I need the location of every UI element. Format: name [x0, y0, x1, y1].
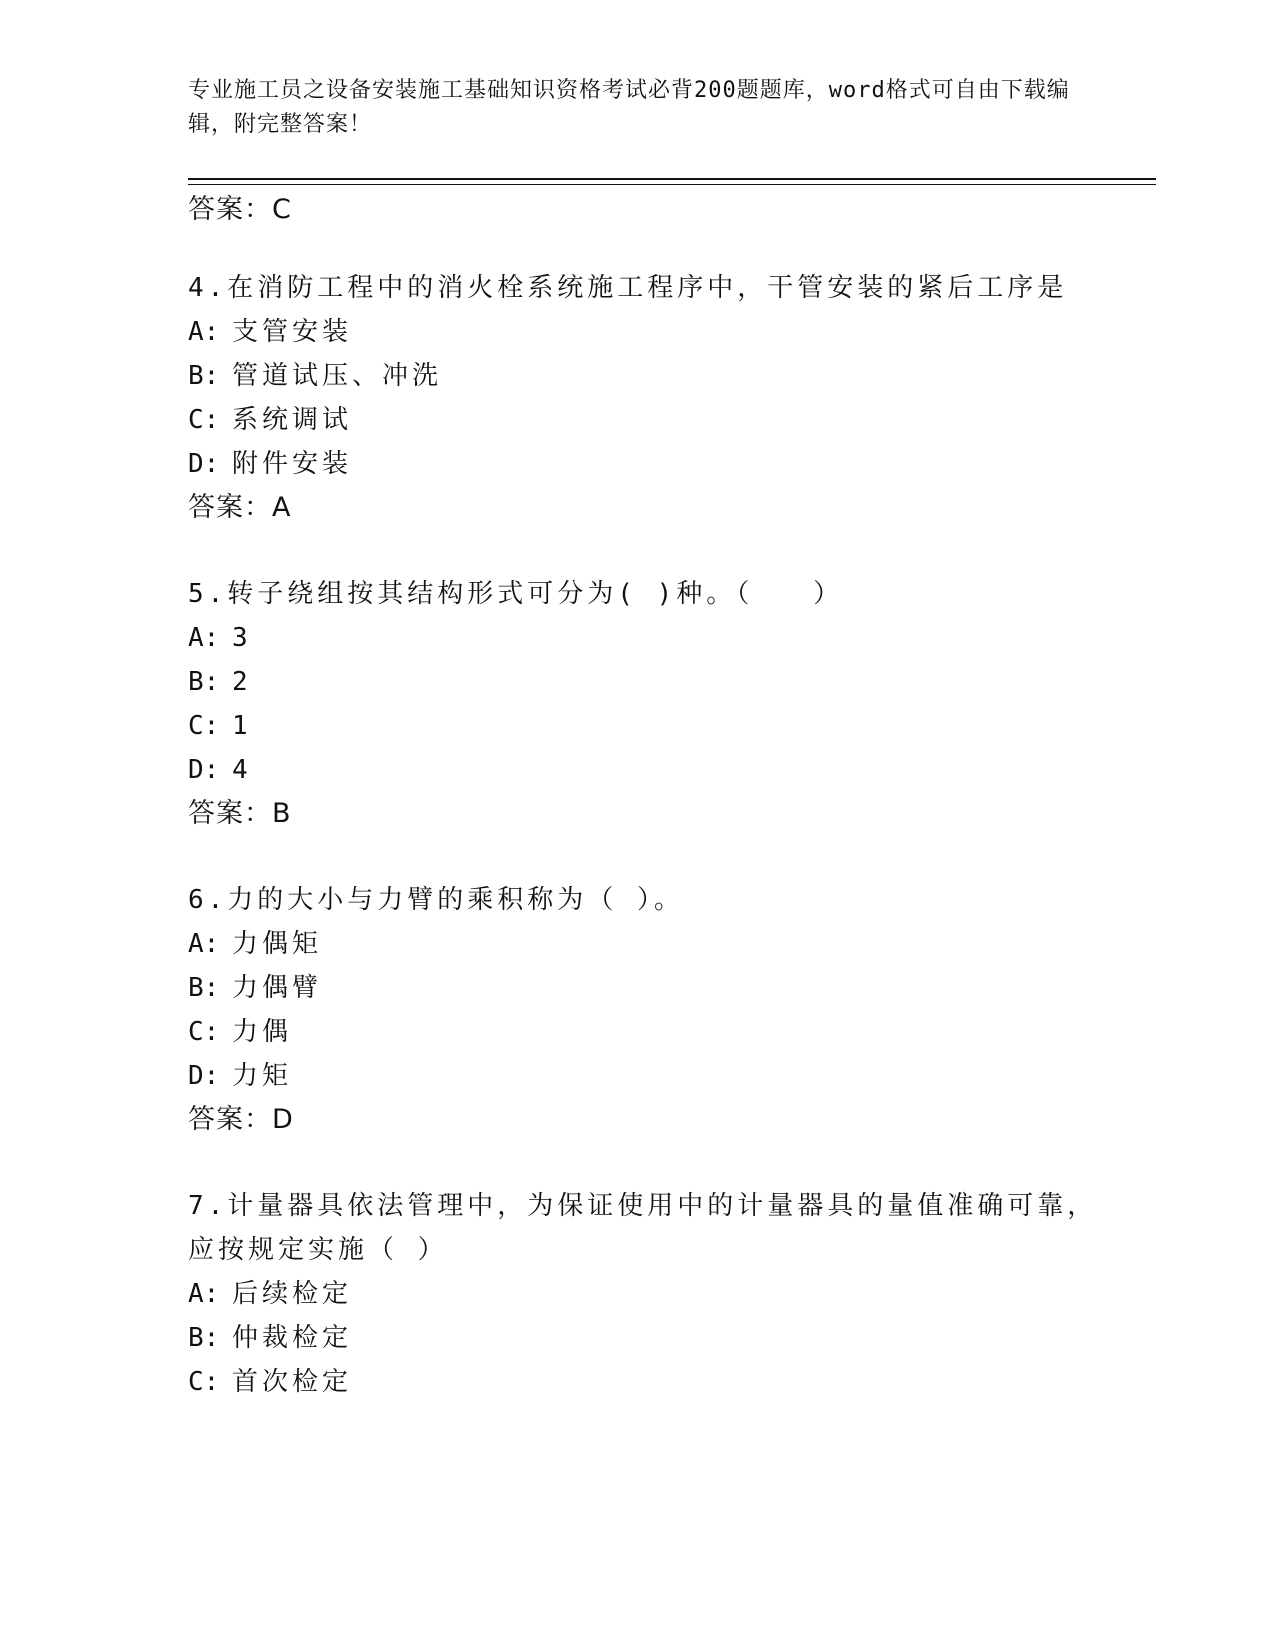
question-6-option-a [188, 926, 322, 962]
option-text: 支管安装 [232, 317, 353, 347]
option-letter: B: [188, 1323, 220, 1353]
option-letter: A: [188, 623, 220, 653]
question-5-option-a [188, 620, 252, 656]
question-7-stem-continued: 应按规定实施（ ） [188, 1235, 448, 1265]
option-text: 后续检定 [232, 1279, 353, 1309]
option-text: 3 [232, 623, 252, 653]
option-text: 首次检定 [232, 1367, 353, 1397]
option-letter: B: [188, 667, 220, 697]
question-5-option-c [188, 708, 252, 744]
question-4-option-b [188, 358, 442, 394]
option-letter: A: [188, 317, 220, 347]
question-5-option-b [188, 664, 252, 700]
question-7-stem: 7.计量器具依法管理中，为保证使用中的计量器具的量值准确可靠， [188, 1191, 1098, 1221]
option-letter: C: [188, 405, 220, 435]
option-text: 仲裁检定 [232, 1323, 353, 1353]
option-text: 力偶矩 [232, 929, 323, 959]
question-5-option-d [188, 752, 252, 788]
question-6-option-b [188, 970, 322, 1006]
question-7-option-b [188, 1320, 352, 1356]
option-text: 力矩 [232, 1061, 293, 1091]
question-7-option-c [188, 1364, 352, 1400]
header-divider-top [188, 178, 1156, 180]
question-4-option-c [188, 402, 352, 438]
option-letter: C: [188, 1367, 220, 1397]
option-text: 4 [232, 755, 252, 785]
question-4-option-a [188, 314, 352, 350]
question-6-option-c [188, 1014, 292, 1050]
option-text: 附件安装 [232, 449, 353, 479]
answer-q3: 答案：C [188, 194, 292, 225]
option-letter: A: [188, 1279, 220, 1309]
option-letter: B: [188, 973, 220, 1003]
document-header: 专业施工员之设备安装施工基础知识资格考试必背200题题库，word格式可自由下载编辑，附完整答案！ [188, 78, 1070, 137]
option-letter: B: [188, 361, 220, 391]
option-text: 力偶 [232, 1017, 293, 1047]
question-6-stem: 6.力的大小与力臂的乘积称为（ ）。 [188, 885, 684, 915]
answer-q4: 答案：A [188, 492, 292, 523]
answer-q5: 答案：B [188, 798, 292, 829]
question-4-option-d [188, 446, 352, 482]
option-letter: C: [188, 1017, 220, 1047]
question-6-option-d [188, 1058, 292, 1094]
option-letter: D: [188, 449, 220, 479]
option-letter: C: [188, 711, 220, 741]
answer-q6: 答案：D [188, 1104, 294, 1135]
question-5-stem: 5.转子绕组按其结构形式可分为( )种。（ ） [188, 579, 844, 609]
option-text: 力偶臂 [232, 973, 323, 1003]
option-letter: D: [188, 755, 220, 785]
question-7-option-a [188, 1276, 352, 1312]
option-text: 2 [232, 667, 252, 697]
option-text: 1 [232, 711, 252, 741]
option-text: 系统调试 [232, 405, 353, 435]
option-letter: A: [188, 929, 220, 959]
header-divider-bottom [188, 184, 1156, 185]
question-4-stem: 4.在消防工程中的消火栓系统施工程序中，干管安装的紧后工序是 [188, 273, 1068, 303]
option-letter: D: [188, 1061, 220, 1091]
option-text: 管道试压、冲洗 [232, 361, 443, 391]
